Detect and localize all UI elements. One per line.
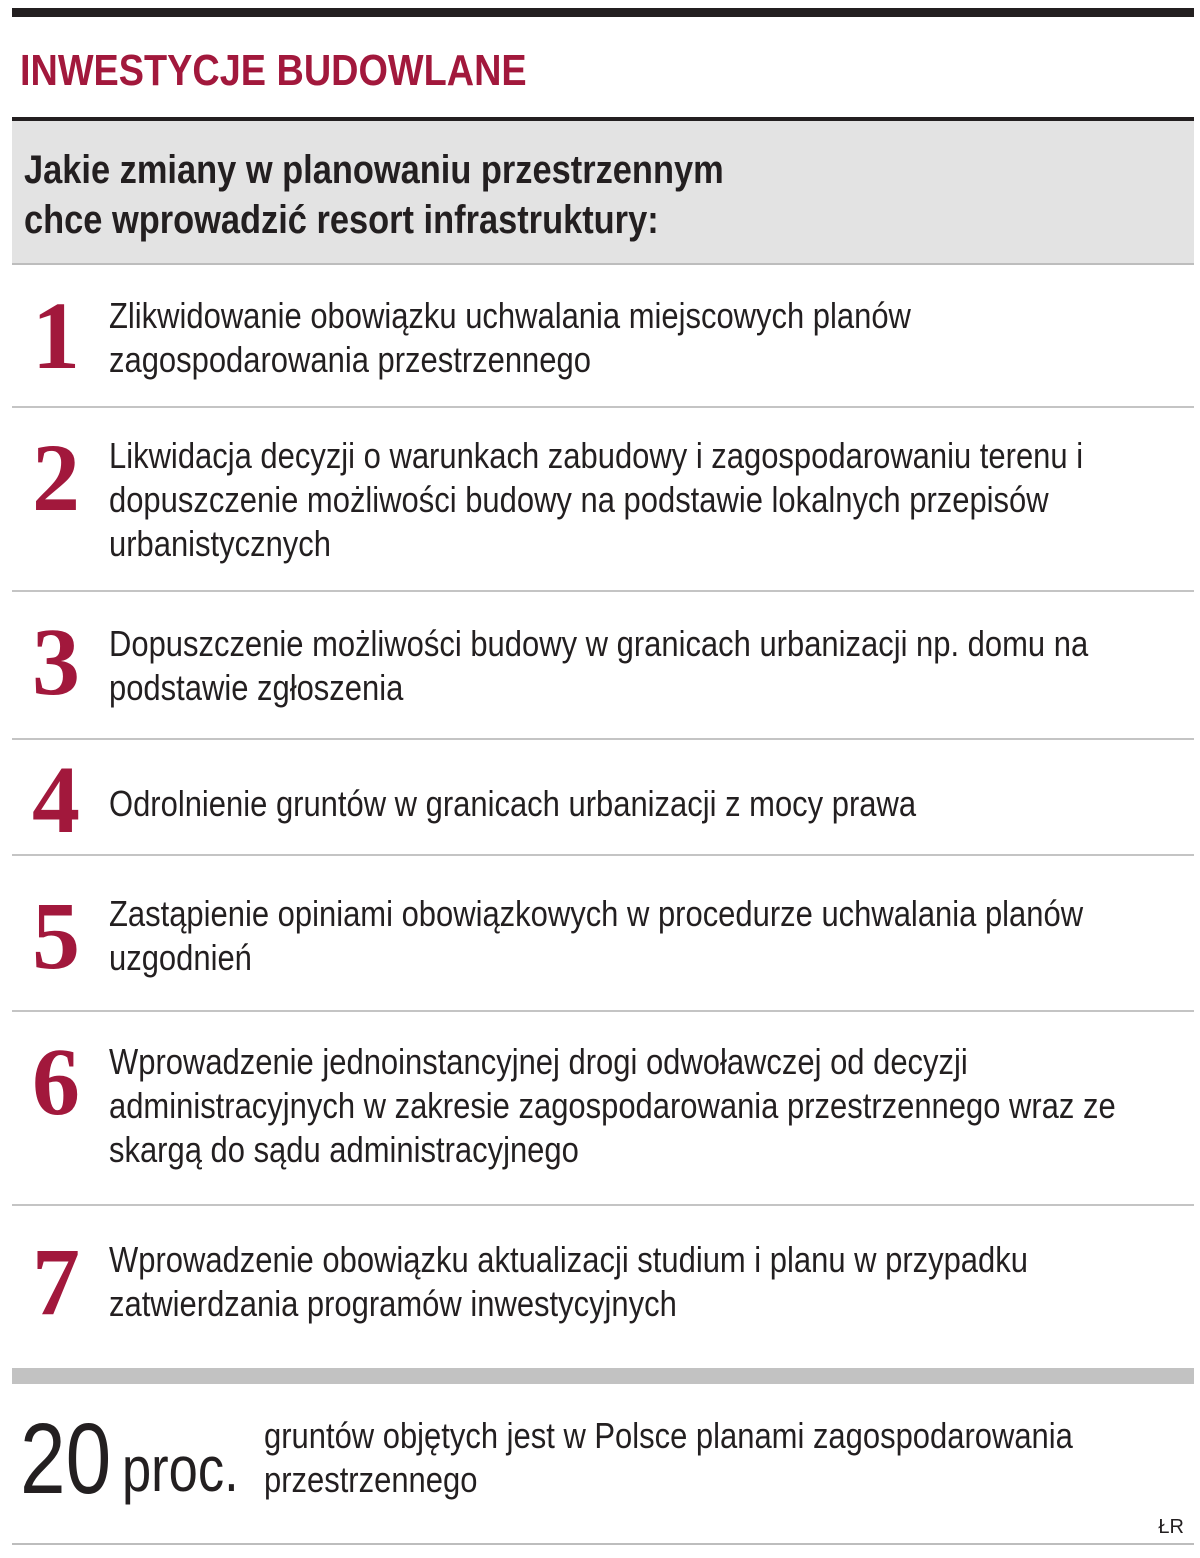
list-item-2 xyxy=(12,408,1194,590)
item-number: 5 xyxy=(32,882,80,989)
item-text: Odrolnienie gruntów w granicach urbanizacji z mocy prawa xyxy=(109,783,917,824)
stat-text: gruntów objętych jest w Polsce planami zagospodarowania przestrzennego xyxy=(264,1415,1073,1500)
item-number: 7 xyxy=(32,1228,80,1335)
list-item-5 xyxy=(12,856,1194,1010)
item-text: Zastąpienie opiniami obowiązkowych w procedurze uchwalania planów uzgodnień xyxy=(109,893,1084,978)
stat-value: 20 xyxy=(20,1403,112,1515)
list-item-7 xyxy=(12,1206,1194,1366)
bottom-grey-rule xyxy=(12,1368,1194,1384)
top-rule xyxy=(12,8,1194,17)
item-text: Wprowadzenie obowiązku aktualizacji studium i planu w przypadku zatwierdzania programów inwestycyjnych xyxy=(109,1239,1028,1324)
list-item-3 xyxy=(12,592,1194,738)
item-number: 3 xyxy=(32,608,80,715)
credit: ŁR xyxy=(1158,1516,1184,1538)
item-number: 6 xyxy=(32,1028,80,1135)
item-number: 4 xyxy=(32,746,80,853)
bottom-rule xyxy=(12,1543,1194,1545)
item-number: 2 xyxy=(32,424,80,531)
item-text: Zlikwidowanie obowiązku uchwalania miejscowych planów zagospodarowania przestrzennego xyxy=(109,295,911,380)
item-number: 1 xyxy=(32,282,80,389)
list-item-4 xyxy=(12,740,1194,854)
subtitle-text: Jakie zmiany w planowaniu przestrzennym chce wprowadzić resort infrastruktury: xyxy=(24,148,724,242)
subtitle-box xyxy=(12,117,1194,265)
item-text: Dopuszczenie możliwości budowy w granicach urbanizacji np. domu na podstawie zgłoszenia xyxy=(109,623,1089,708)
main-title: INWESTYCJE BUDOWLANE xyxy=(20,46,527,95)
item-text: Wprowadzenie jednoinstancyjnej drogi odwoławczej od decyzji administracyjnych w zakresie zagospodarowania przestrzennego wraz ze skargą do sądu administracyjnego xyxy=(109,1041,1116,1170)
stat-unit: proc. xyxy=(122,1433,239,1505)
list-item-1 xyxy=(12,268,1194,406)
list-item-6 xyxy=(12,1012,1194,1204)
item-text: Likwidacja decyzji o warunkach zabudowy i zagospodarowaniu terenu i dopuszczenie możliwości budowy na podstawie lokalnych przepisów urbanistycznych xyxy=(109,435,1084,564)
